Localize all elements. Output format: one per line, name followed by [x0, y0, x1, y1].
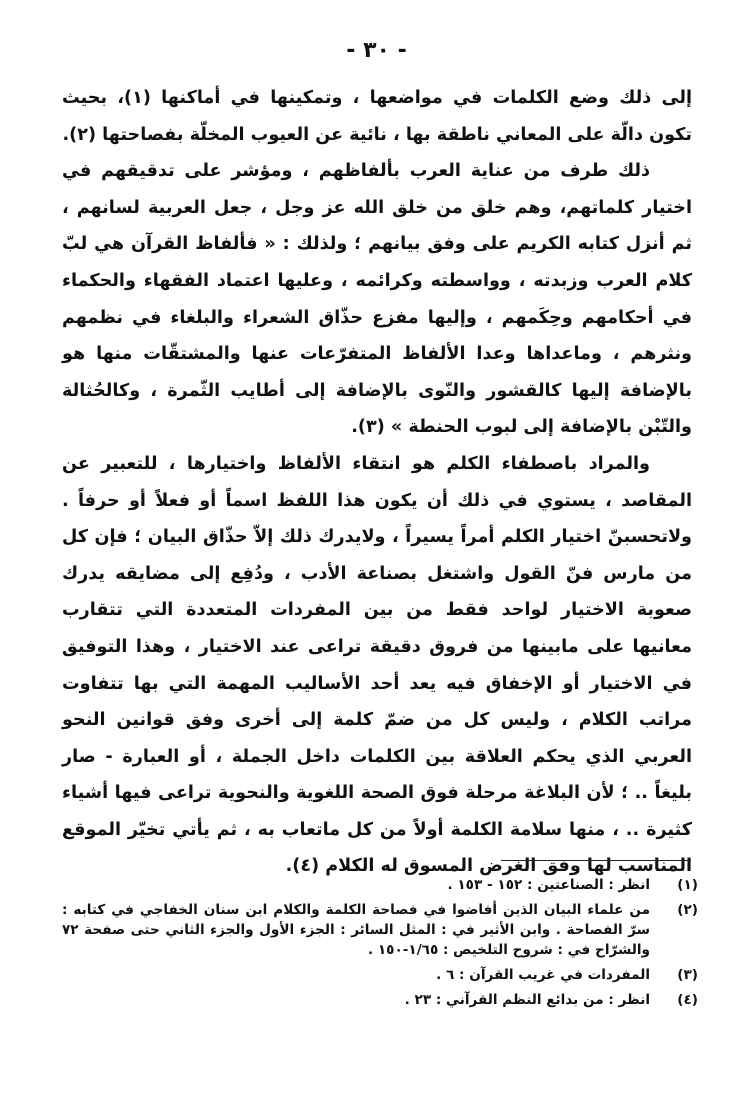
- paragraph-2: ذلك طرف من عناية العرب بألفاظهم ، ومؤشر على تدقيقهم في اختيار كلماتهم، وهم خلق من خلق الله عز وجل ، جعل العربية لسانهم ، ثم أنزل كتابه الكريم على وفق بيانهم ؛ ولذلك : « فألفاظ القرآن هي لبّ كلام العرب وزبدته ، وواسطته وكرائمه ، وعليها اعتماد الفقهاء والحكماء في أحكامهم وحِكَمهم ، وإليها مفزع حذّاق الشعراء والبلغاء في نظمهم ونثرهم ، وماعداها وعدا الألفاظ المتفرّعات عنها والمشتقّات منها هو بالإضافة إليها كالقشور والنّوى بالإضافة إلى أطايب الثّمرة ، وكالحُثالة والتّبْن بالإضافة إلى لبوب الحنطة » (٣).: [62, 161, 692, 438]
- footnote-text: المفردات في غريب القرآن : ٦ .: [436, 967, 650, 983]
- main-text: [62, 80, 692, 885]
- page-number: - ٣٠ -: [346, 38, 407, 63]
- footnote-number: (٣): [677, 967, 698, 983]
- paragraph-3: والمراد باصطفاء الكلم هو انتقاء الألفاظ واختيارها ، للتعبير عن المقاصد ، يستوي في ذلك أن يكون هذا اللفظ اسماً أو فعلاً أو حرفاً . ولاتحسبنّ اختيار الكلم أمراً يسيراً ، ولايدرك ذلك إلاّ حذّاق البيان ؛ فإن كل من مارس فنّ القول واشتغل بصناعة الأدب ، ودُفِع إلى مضايقه يدرك صعوبة الاختيار لواحد فقط من بين المفردات المتعددة التي تتقارب معانيها على مابينها من فروق دقيقة تراعى عند الاختيار ، وهذا التوفيق في الاختيار أو الإخفاق فيه يعد أحد الأساليب المهمة التي بها تتفاوت مراتب الكلام ، وليس كل من ضمّ كلمة إلى أخرى وفق قوانين النحو العربي الذي يحكم العلاقة بين الكلمات داخل الجملة ، أو العبارة - صار بليغاً .. ؛ لأن البلاغة مرحلة فوق الصحة اللغوية والنحوية تراعى فيها أشياء كثيرة .. ، منها سلامة الكلمة أولاً من كل ماتعاب به ، ثم يأتي تخيّر الموقع المناسب لها وفق الغرض المسوق له الكلام (٤).: [62, 453, 692, 877]
- footnote-text: من علماء البيان الذين أفاضوا في فصاحة الكلمة والكلام ابن سنان الخفاجي في كتابه : سرّ الفصاحة . وابن الأثير في : المثل السائر : الجزء الأول والجزء الثاني حتى صفحة ٧٢ والشرّاح في : شروح التلخيص : ١/٦٥-١٥٠ .: [62, 902, 650, 958]
- footnote-divider: [501, 860, 691, 861]
- footnote: [62, 900, 698, 960]
- footnote: [62, 990, 698, 1010]
- footnotes: [62, 875, 698, 1015]
- footnote-text: انظر : الصناعتين : ١٥٢ - ١٥٣ .: [447, 877, 650, 893]
- footnote: [62, 875, 698, 895]
- footnote: [62, 965, 698, 985]
- footnote-text: انظر : من بدائع النظم القرآني : ٢٣ .: [404, 992, 650, 1008]
- footnote-number: (٢): [677, 902, 698, 918]
- footnote-number: (١): [677, 877, 698, 893]
- footnote-number: (٤): [677, 992, 698, 1008]
- paragraph-1: إلى ذلك وضع الكلمات في مواضعها ، وتمكينها في أماكنها (١)، بحيث تكون دالّة على المعاني ناطقة بها ، نائية عن العيوب المخلّة بفصاحتها (٢).: [62, 88, 692, 145]
